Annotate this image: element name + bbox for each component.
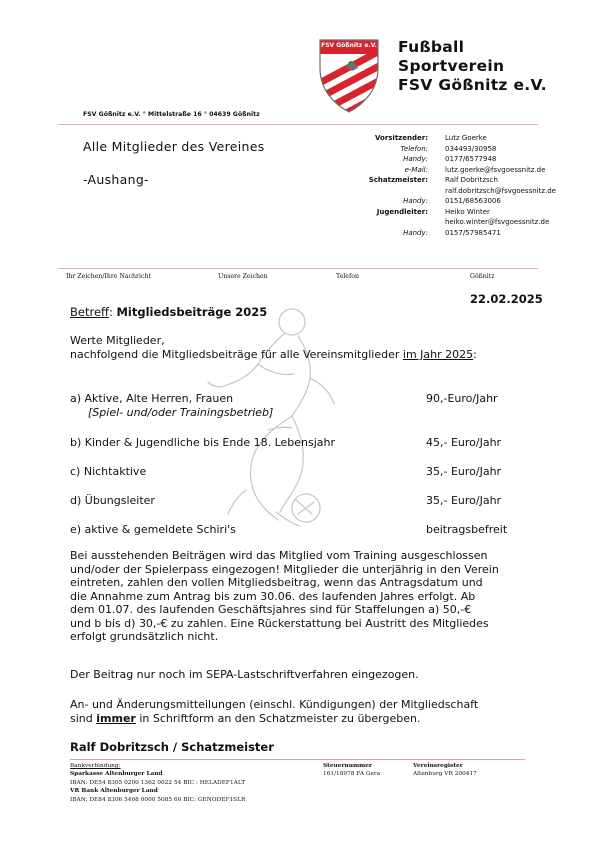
contact-labels	[340, 133, 428, 238]
footer-bank	[70, 762, 245, 804]
bank2-iban: IBAN: DE84 8306 5408 0000 5085 60 BIC: GENODEF1SLR	[70, 796, 246, 803]
contact-label-row	[340, 186, 428, 197]
contact-label: Telefon:	[400, 144, 428, 153]
fee-amount-d: 35,- Euro/Jahr	[426, 494, 502, 507]
paragraph-line: und b bis d) 30,-€ zu zahlen. Eine Rückerstattung bei Austritt des Mitgliedes	[70, 616, 489, 630]
subject-colon: :	[108, 305, 113, 319]
intro-text: nachfolgend die Mitgliedsbeiträge für alle Vereinsmitglieder	[70, 348, 403, 361]
recipient-line-2: -Aushang-	[83, 172, 149, 187]
ref-phone: Telefon	[336, 273, 359, 280]
changes-prefix: sind	[70, 711, 97, 725]
contact-label: Handy:	[403, 197, 428, 205]
bank2-name: VR Bank Altenburger Land	[70, 788, 158, 795]
paragraph-line	[70, 712, 478, 726]
fee-amount-e: beitragsbefreit	[426, 523, 508, 536]
club-name-line-2: Sportverein	[398, 57, 505, 75]
contact-value: heiko.winter@fsvgoessnitz.de	[445, 218, 550, 226]
letter-date: 22.02.2025	[470, 292, 543, 306]
contact-label: Vorsitzender:	[374, 134, 428, 142]
fee-label-e: e) aktive & gemeldete Schiri's	[70, 523, 236, 536]
fee-amount-b: 45,- Euro/Jahr	[426, 436, 502, 449]
contact-label-row	[340, 133, 428, 144]
changes-emphasis: immer	[96, 711, 136, 725]
intro-line	[70, 348, 477, 362]
contact-value: ralf.dobritzsch@fsvgoessnitz.de	[445, 186, 556, 195]
register-value: Altenburg VR 200417	[413, 771, 477, 778]
subject-line	[70, 305, 267, 319]
header-divider	[58, 124, 538, 125]
contact-label: Handy:	[403, 228, 428, 237]
contact-label-row	[340, 207, 428, 218]
contact-label-row	[340, 217, 428, 228]
paragraph-rules	[70, 549, 499, 644]
subject-text: Mitgliedsbeiträge 2025	[116, 305, 268, 319]
fee-amount-c: 35,- Euro/Jahr	[426, 465, 502, 478]
club-name-line-1: Fußball	[398, 38, 465, 56]
tax-heading: Steuernummer	[323, 763, 372, 769]
recipient-line-1: Alle Mitglieder des Vereines	[83, 139, 265, 154]
contact-label: Handy:	[403, 155, 428, 163]
contact-value: 0177/6577948	[445, 155, 497, 163]
ref-our-sign: Unsere Zeichen	[218, 273, 268, 280]
signature: Ralf Dobritzsch / Schatzmeister	[70, 740, 274, 754]
fee-label-d: d) Übungsleiter	[70, 494, 155, 507]
paragraph-line: Bei ausstehenden Beiträgen wird das Mitglied vom Training ausgeschlossen	[70, 549, 488, 562]
fee-label-c: c) Nichtaktive	[70, 465, 147, 478]
contact-label: e-Mail:	[404, 165, 428, 174]
paragraph-sepa: Der Beitrag nur noch im SEPA-Lastschriftverfahren eingezogen.	[70, 668, 419, 681]
paragraph-changes	[70, 698, 478, 725]
fee-amount-a: 90,-Euro/Jahr	[426, 392, 498, 405]
football-player-watermark	[188, 300, 358, 550]
contact-value: 034493/30958	[445, 144, 497, 153]
tax-value: 161/18978 FA Gera	[323, 771, 381, 778]
contact-label-row	[340, 175, 428, 186]
fee-label-a: a) Aktive, Alte Herren, Frauen	[70, 392, 234, 405]
club-name	[398, 38, 547, 95]
contact-value: 0151/68563006	[445, 197, 501, 205]
contact-values	[445, 133, 585, 238]
bank1-name: Sparkasse Altenburger Land	[70, 771, 163, 778]
contact-label: Jugendleiter:	[376, 207, 428, 216]
contact-label-row	[340, 144, 428, 155]
bank1-iban: IBAN: DE54 8305 0200 1362 0022 54 BIC : HELADEF1ALT	[70, 779, 246, 786]
club-name-line-3: FSV Gößnitz e.V.	[398, 76, 547, 94]
contact-value: Ralf Dobritzsch	[445, 176, 498, 184]
ref-your-sign: Ihr Zeichen/Ihre Nachricht	[66, 273, 151, 280]
changes-suffix: in Schriftform an den Schatzmeister zu übergeben.	[135, 711, 421, 725]
contact-value: Lutz Goerke	[445, 134, 487, 142]
ref-place: Gößnitz	[470, 273, 495, 280]
contact-label-row	[340, 154, 428, 165]
club-logo	[318, 38, 380, 114]
intro-year: im Jahr 2025	[402, 348, 474, 361]
fee-label-b: b) Kinder & Jugendliche bis Ende 18. Lebensjahr	[70, 436, 336, 449]
paragraph-line: eintreten, zahlen den vollen Mitgliedsbeitrag, wenn das Antragsdatum und	[70, 576, 483, 589]
logo-text: FSV Gößnitz e.V.	[321, 42, 377, 49]
contact-label-row	[340, 196, 428, 207]
paragraph-line: An- und Änderungsmitteilungen (einschl. Kündigungen) der Mitgliedschaft	[70, 698, 479, 711]
salutation: Werte Mitglieder,	[70, 334, 165, 347]
contact-value: Heiko Winter	[445, 207, 490, 216]
contact-value: 0157/57985471	[445, 228, 501, 237]
footer-tax	[323, 762, 380, 779]
contact-value: lutz.goerke@fsvgoessnitz.de	[445, 165, 546, 174]
contact-label: Schatzmeister:	[368, 176, 428, 184]
sender-address-line: FSV Gößnitz e.V. ° Mittelstraße 16 ° 04639 Gößnitz	[83, 111, 260, 118]
footer-register	[413, 762, 477, 779]
paragraph-line: dem 01.07. des laufenden Geschäftsjahres sind für Staffelungen a) 50,-€	[70, 603, 472, 616]
reference-divider	[58, 268, 538, 269]
paragraph-line: und/oder der Spielerpass eingezogen! Mitglieder die unterjährig in den Verein	[70, 562, 499, 576]
subject-label: Betreff	[70, 305, 109, 319]
footer-divider	[70, 759, 525, 760]
paragraph-line: erfolgt grundsätzlich nicht.	[70, 630, 219, 643]
paragraph-line: die Annahme zum Antrag bis zum 30.06. des laufenden Jahres erfolgt. Ab	[70, 589, 476, 603]
register-heading: Vereinsregister	[413, 763, 463, 769]
bank-heading: Bankverbindung:	[70, 763, 121, 769]
contact-label-row	[340, 228, 428, 239]
intro-colon: :	[473, 348, 477, 361]
contact-label-row	[340, 165, 428, 176]
fee-sub-a: [Spiel- und/oder Trainingsbetrieb]	[88, 406, 274, 419]
